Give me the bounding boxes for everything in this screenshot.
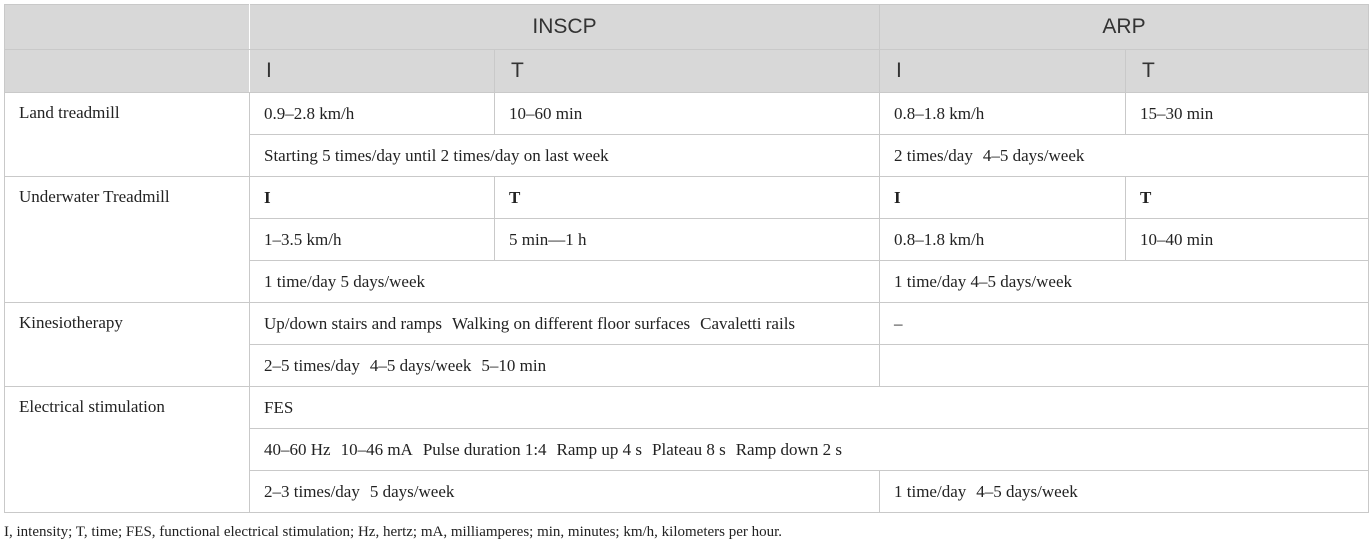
cell-land-inscp-freq: Starting 5 times/day until 2 times/day on last week (250, 135, 880, 177)
cell-kin-freq-a: 2–5 times/day (264, 355, 360, 375)
cell-es-inscp-freq-b: 5 days/week (369, 481, 455, 501)
cell-land-arp-t: 15–30 min (1126, 93, 1369, 135)
cell-kin-inscp-c: Cavaletti rails (700, 313, 796, 333)
cell-es-type: FES (250, 387, 1369, 429)
cell-land-arp-freq (880, 135, 1369, 177)
cell-uw-arp-t: 10–40 min (1126, 219, 1369, 261)
cell-kin-arp: – (880, 303, 1369, 345)
cell-es-arp-freq (880, 471, 1369, 513)
cell-es-inscp-freq-a: 2–3 times/day (264, 481, 360, 501)
cell-uw-arp-freq: 1 time/day 4–5 days/week (880, 261, 1369, 303)
table-row (5, 303, 1369, 345)
cell-kin-arp-empty (880, 345, 1369, 387)
table-row (5, 177, 1369, 219)
cell-uw-inscp-freq: 1 time/day 5 days/week (250, 261, 880, 303)
cell-land-inscp-t: 10–60 min (495, 93, 880, 135)
table-row (5, 93, 1369, 135)
cell-uw-inscp-i: 1–3.5 km/h (250, 219, 495, 261)
cell-kin-inscp-a: Up/down stairs and ramps (264, 313, 443, 333)
row-label-underwater-treadmill: Underwater Treadmill (5, 177, 250, 303)
table-row (5, 387, 1369, 429)
header-inscp-t: T (495, 50, 880, 93)
cell-land-arp-i: 0.8–1.8 km/h (880, 93, 1126, 135)
cell-es-arp-freq-a: 1 time/day (894, 481, 967, 501)
cell-uw-inscp-i-header: I (250, 177, 495, 219)
row-label-land-treadmill: Land treadmill (5, 93, 250, 177)
cell-kin-freq-c: 5–10 min (481, 355, 547, 375)
cell-es-inscp-freq (250, 471, 880, 513)
header-inscp: INSCP (250, 5, 880, 50)
cell-land-arp-freq-a: 2 times/day (894, 145, 973, 165)
cell-uw-arp-i: 0.8–1.8 km/h (880, 219, 1126, 261)
cell-land-inscp-i: 0.9–2.8 km/h (250, 93, 495, 135)
cell-kin-freq (250, 345, 880, 387)
header-inscp-i: I (250, 50, 495, 93)
cell-uw-inscp-t: 5 min—1 h (495, 219, 880, 261)
header-arp-t: T (1126, 50, 1369, 93)
header-arp-i: I (880, 50, 1126, 93)
header-corner-2 (5, 50, 250, 93)
cell-es-params (250, 429, 1369, 471)
cell-kin-inscp-b: Walking on different floor surfaces (452, 313, 691, 333)
cell-es-p6: Ramp down 2 s (735, 439, 842, 459)
row-label-kinesiotherapy: Kinesiotherapy (5, 303, 250, 387)
cell-es-p5: Plateau 8 s (652, 439, 726, 459)
cell-uw-inscp-t-header: T (495, 177, 880, 219)
cell-es-p1: 40–60 Hz (264, 439, 331, 459)
header-corner (5, 5, 250, 50)
row-label-electrical-stimulation: Electrical stimulation (5, 387, 250, 513)
cell-es-arp-freq-b: 4–5 days/week (976, 481, 1078, 501)
protocol-table (4, 4, 1369, 513)
cell-uw-arp-t-header: T (1126, 177, 1369, 219)
cell-kin-freq-b: 4–5 days/week (369, 355, 472, 375)
cell-es-p3: Pulse duration 1:4 (422, 439, 547, 459)
header-arp: ARP (880, 5, 1369, 50)
table-footnote: I, intensity; T, time; FES, functional electrical stimulation; Hz, hertz; mA, milliamperes; min, minutes; km/h, kilometers per hour. (4, 524, 783, 540)
cell-uw-arp-i-header: I (880, 177, 1126, 219)
cell-es-p2: 10–46 mA (340, 439, 413, 459)
cell-land-arp-freq-b: 4–5 days/week (982, 145, 1085, 165)
cell-es-p4: Ramp up 4 s (556, 439, 643, 459)
cell-kin-inscp (250, 303, 880, 345)
